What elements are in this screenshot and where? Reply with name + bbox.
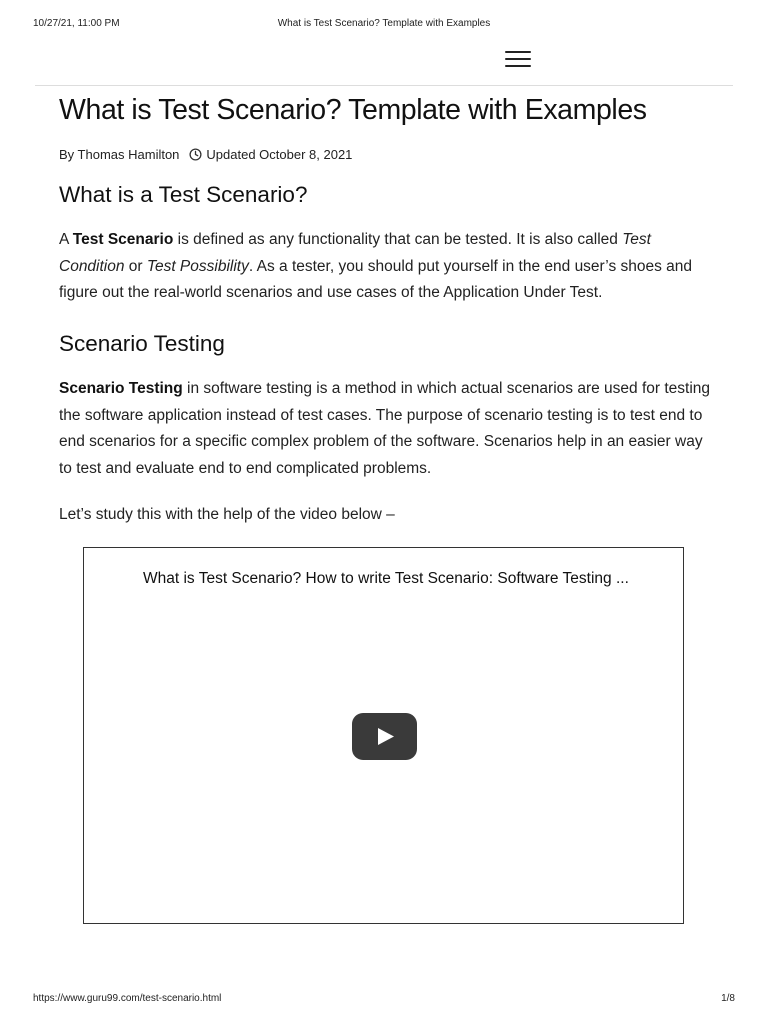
text-run: is defined as any functionality that can be tested. It is also called xyxy=(173,231,623,248)
scenario-testing-paragraph xyxy=(59,376,719,482)
youtube-play-icon[interactable] xyxy=(352,713,417,760)
clock-icon xyxy=(189,148,202,161)
print-footer-url: https://www.guru99.com/test-scenario.html xyxy=(33,993,222,1004)
text-run: or xyxy=(124,257,147,275)
text-run: in software testing is a method in which actual scenarios are used for testing the software application instead of test cases. The purpose of scenario testing is to test end to end scenarios for a specific complex problem of the software. Scenarios help in an easier way to test and evaluate end to end complicated problems. xyxy=(59,380,711,477)
italic-term: Test Possibility xyxy=(146,257,249,275)
bold-term: Test Scenario xyxy=(72,231,174,248)
section-heading-scenario-testing: Scenario Testing xyxy=(59,331,225,356)
video-title[interactable]: What is Test Scenario? How to write Test Scenario: Software Testing ... xyxy=(143,570,629,587)
section-heading-test-scenario: What is a Test Scenario? xyxy=(59,182,308,207)
text-run: . As a tester, you should put yourself in the end user’s shoes and figure out the real-world scenarios and use cases of the Application Under Test. xyxy=(59,257,693,301)
video-embed[interactable] xyxy=(83,547,684,924)
hamburger-menu-icon[interactable] xyxy=(505,51,531,73)
test-scenario-paragraph xyxy=(59,227,719,307)
author-name[interactable]: By Thomas Hamilton xyxy=(59,147,180,162)
italic-term: Test Condition xyxy=(59,231,651,275)
byline xyxy=(59,147,352,162)
updated-date: Updated October 8, 2021 xyxy=(206,147,353,162)
print-doc-title: What is Test Scenario? Template with Examples xyxy=(277,18,491,29)
print-page-number: 1/8 xyxy=(721,993,735,1004)
bold-term: Scenario Testing xyxy=(59,380,183,397)
header-divider xyxy=(35,85,733,86)
text-run: A xyxy=(59,231,73,248)
video-intro-paragraph: Let’s study this with the help of the video below – xyxy=(59,506,395,523)
print-datetime: 10/27/21, 11:00 PM xyxy=(33,18,120,29)
page-title: What is Test Scenario? Template with Examples xyxy=(59,94,647,126)
